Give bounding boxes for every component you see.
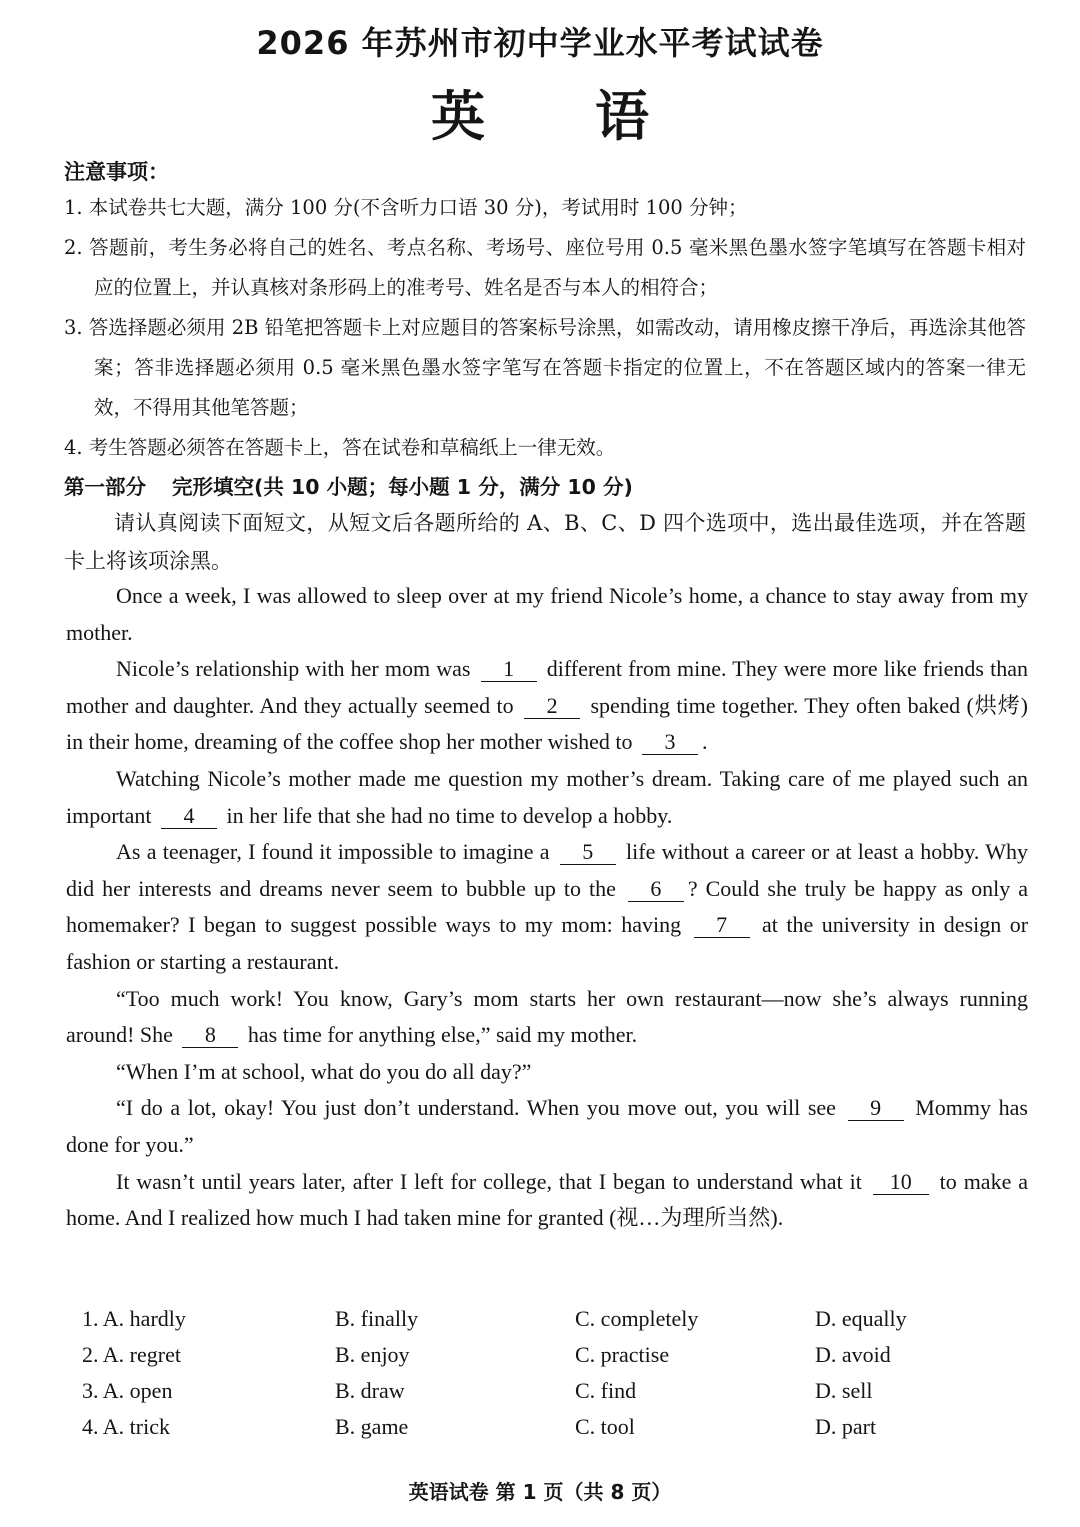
option-3a: 3. A. open (82, 1378, 173, 1403)
notice-list (64, 188, 1026, 468)
passage-paragraph-2: Nicole’s relationship with her mom was 1 different from mine. They were more like friends than mother and daughter. And they actually seemed to 2 spending time together. They often baked (烘烤) in their home, dreaming of the coffee shop her mother wished to 3 . (66, 656, 1028, 755)
blank-10: 10 (873, 1170, 929, 1195)
option-1d: D. equally (815, 1306, 907, 1331)
page-footer: 英语试卷 第 1 页（共 8 页） (408, 1480, 672, 1504)
passage-paragraph-4: As a teenager, I found it impossible to imagine a 5 life without a career or at least a hobby. Why did her interests and dreams never seem to bubble up to the 6 ? Could she truly be happy as only a homemaker? I began to suggest possible ways to my mom: having 7 at the university in design or fashion or starting a restaurant. (66, 839, 1029, 974)
option-2b: B. enjoy (335, 1342, 410, 1367)
option-3b: B. draw (335, 1378, 405, 1403)
blank-7: 7 (694, 913, 750, 938)
notice-item-2: 2. 答题前，考生务必将自己的姓名、考点名称、考场号、座位号用 0.5 毫米黑色墨水签字笔填写在答题卡相对应的位置上，并认真核对条形码上的准考号、姓名是否与本人的相符合； (64, 236, 1026, 299)
blank-2: 2 (524, 694, 580, 719)
answer-options (82, 1306, 982, 1450)
blank-4: 4 (161, 804, 217, 829)
passage-paragraph-6: “When I’m at school, what do you do all day?” (116, 1058, 532, 1084)
exam-title: 2026 年苏州市初中学业水平考试试卷 (256, 24, 824, 62)
question-3-options (82, 1378, 982, 1414)
passage-paragraph-5: “Too much work! You know, Gary’s mom starts her own restaurant—now she’s always running around! She 8 has time for anything else,” said my mother. (66, 985, 1028, 1048)
option-3c: C. find (575, 1378, 637, 1403)
blank-8: 8 (182, 1023, 238, 1048)
option-1c: C. completely (575, 1306, 699, 1331)
notice-item-1: 1. 本试卷共七大题，满分 100 分(不含听力口语 30 分)，考试用时 100 分钟； (64, 196, 748, 219)
passage-paragraph-1: Once a week, I was allowed to sleep over at my friend Nicole’s home, a chance to stay away from my mother. (66, 583, 1028, 645)
part-one-instruction: 请认真阅读下面短文，从短文后各题所给的 A、B、C、D 四个选项中，选出最佳选项，并在答题卡上将该项涂黑。 (64, 511, 1026, 573)
part-one-title (64, 470, 633, 500)
option-3d: D. sell (815, 1378, 873, 1403)
option-4c: C. tool (575, 1414, 635, 1439)
passage-paragraph-7: “I do a lot, okay! You just don’t understand. When you move out, you will see 9 Mommy has done for you.” (66, 1095, 1028, 1157)
blank-6: 6 (628, 877, 684, 902)
cloze-passage (66, 578, 1028, 1237)
part-one-label: 第一部分 (64, 475, 146, 499)
question-4-options (82, 1414, 982, 1450)
option-4a: 4. A. trick (82, 1414, 170, 1439)
notice-title: 注意事项： (64, 160, 169, 184)
option-1b: B. finally (335, 1306, 419, 1331)
subject-title: 英语 (431, 85, 759, 148)
option-2d: D. avoid (815, 1342, 891, 1367)
part-one-heading: 完形填空(共 10 小题；每小题 1 分，满分 10 分) (172, 475, 633, 499)
blank-5: 5 (560, 840, 616, 865)
passage-paragraph-3: Watching Nicole’s mother made me question my mother’s dream. Taking care of me played such an important 4 in her life that she had no time to develop a hobby. (66, 765, 1028, 828)
option-4b: B. game (335, 1414, 409, 1439)
option-2c: C. practise (575, 1342, 670, 1367)
option-2a: 2. A. regret (82, 1342, 181, 1367)
blank-9: 9 (848, 1096, 904, 1121)
option-1a: 1. A. hardly (82, 1306, 186, 1331)
question-2-options (82, 1342, 982, 1378)
question-1-options (82, 1306, 982, 1342)
passage-paragraph-8: It wasn’t until years later, after I left for college, that I began to understand what it 10 to make a home. And I realized how much I had taken mine for granted (视…为理所当然). (66, 1168, 1029, 1231)
notice-item-3: 3. 答选择题必须用 2B 铅笔把答题卡上对应题目的答案标号涂黑，如需改动，请用橡皮擦干净后，再选涂其他答案；答非选择题必须用 0.5 毫米黑色墨水签字笔写在答题卡指定的位置上，不在答题区域内的答案一律无效，不得用其他笔答题； (64, 316, 1026, 419)
blank-3: 3 (642, 730, 698, 755)
notice-item-4: 4. 考生答题必须答在答题卡上，答在试卷和草稿纸上一律无效。 (64, 436, 616, 459)
blank-1: 1 (481, 657, 537, 682)
option-4d: D. part (815, 1414, 877, 1439)
